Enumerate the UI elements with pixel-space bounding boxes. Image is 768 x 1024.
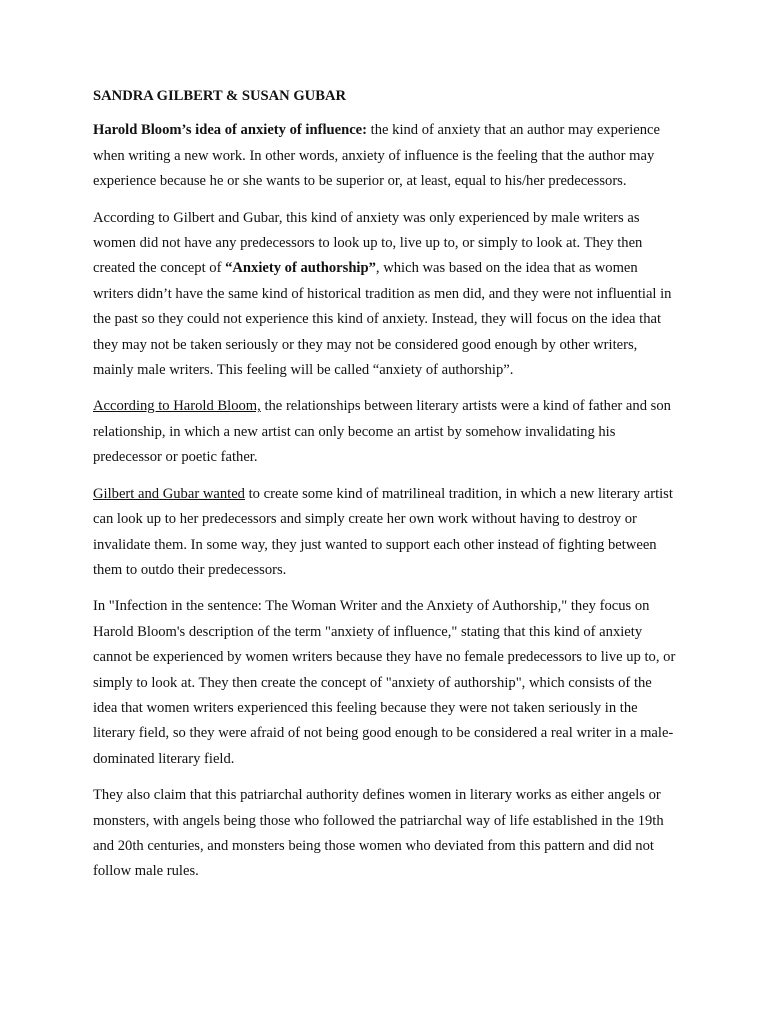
- paragraph-gilbert-gubar-anxiety-of-authorship: [93, 206, 676, 384]
- paragraph-text: the kind of anxiety that an author may experience when writing a new work. In other words, anxiety of influence is the feeling that the author may experience because he or she wants to be superior or, at least, equal to his/her predecessors.: [93, 122, 661, 190]
- underlined-phrase-harold-bloom: According to Harold Bloom,: [93, 398, 261, 415]
- term-anxiety-of-influence: Harold Bloom’s idea of anxiety of influence:: [93, 122, 368, 139]
- paragraph-text: , which was based on the idea that as women writers didn’t have the same kind of historical tradition as men did, and they were not influential in the past so they could not experience this kind of anxiety. Instead, they will focus on the idea that they may not be taken seriously or they may not be considered good enough by other writers, mainly male writers. This feeling will be called “anxiety of authorship”.: [93, 260, 672, 379]
- document-title: SANDRA GILBERT & SUSAN GUBAR: [93, 88, 347, 104]
- paragraph-bloom-father-son: [93, 394, 676, 470]
- paragraph-angels-or-monsters: They also claim that this patriarchal authority defines women in literary works as either angels or monsters, with angels being those who followed the patriarchal way of life established in the 19th and 20th centuries, and monsters being those women who deviated from this pattern and did not follow male rules.: [93, 787, 664, 880]
- underlined-phrase-gilbert-gubar: Gilbert and Gubar wanted: [93, 485, 245, 502]
- paragraph-infection-in-the-sentence: In "Infection in the sentence: The Woman Writer and the Anxiety of Authorship," they focus on Harold Bloom's description of the term "anxiety of influence," stating that this kind of anxiety cannot be experienced by women writers because they have no female predecessors to live up to, or simply to look at. They then create the concept of "anxiety of authorship", which consists of the idea that women writers experienced this feeling because they were not taken seriously in the literary field, so they were afraid of not being good enough to be considered a real writer in a male-dominated literary field.: [93, 598, 676, 767]
- paragraph-text: According to Gilbert and Gubar, this kind of anxiety was only experienced by male writers as women did not have any predecessors to look up to, live up to, or simply to look at. They then created the concept of: [93, 209, 643, 277]
- paragraph-matrilineal-tradition: [93, 482, 676, 584]
- paragraph-bloom-anxiety-of-influence: [93, 118, 676, 194]
- paragraph-text: to create some kind of matrilineal tradition, in which a new literary artist can look up to her predecessors and simply create her own work without having to destroy or invalidate them. In some way, they just wanted to support each other instead of fighting between them to outdo their predecessors.: [93, 485, 673, 578]
- paragraph-text: the relationships between literary artists were a kind of father and son relationship, in which a new artist can only become an artist by somehow invalidating his predecessor or poetic father.: [93, 398, 671, 466]
- term-anxiety-of-authorship: “Anxiety of authorship”: [225, 260, 376, 277]
